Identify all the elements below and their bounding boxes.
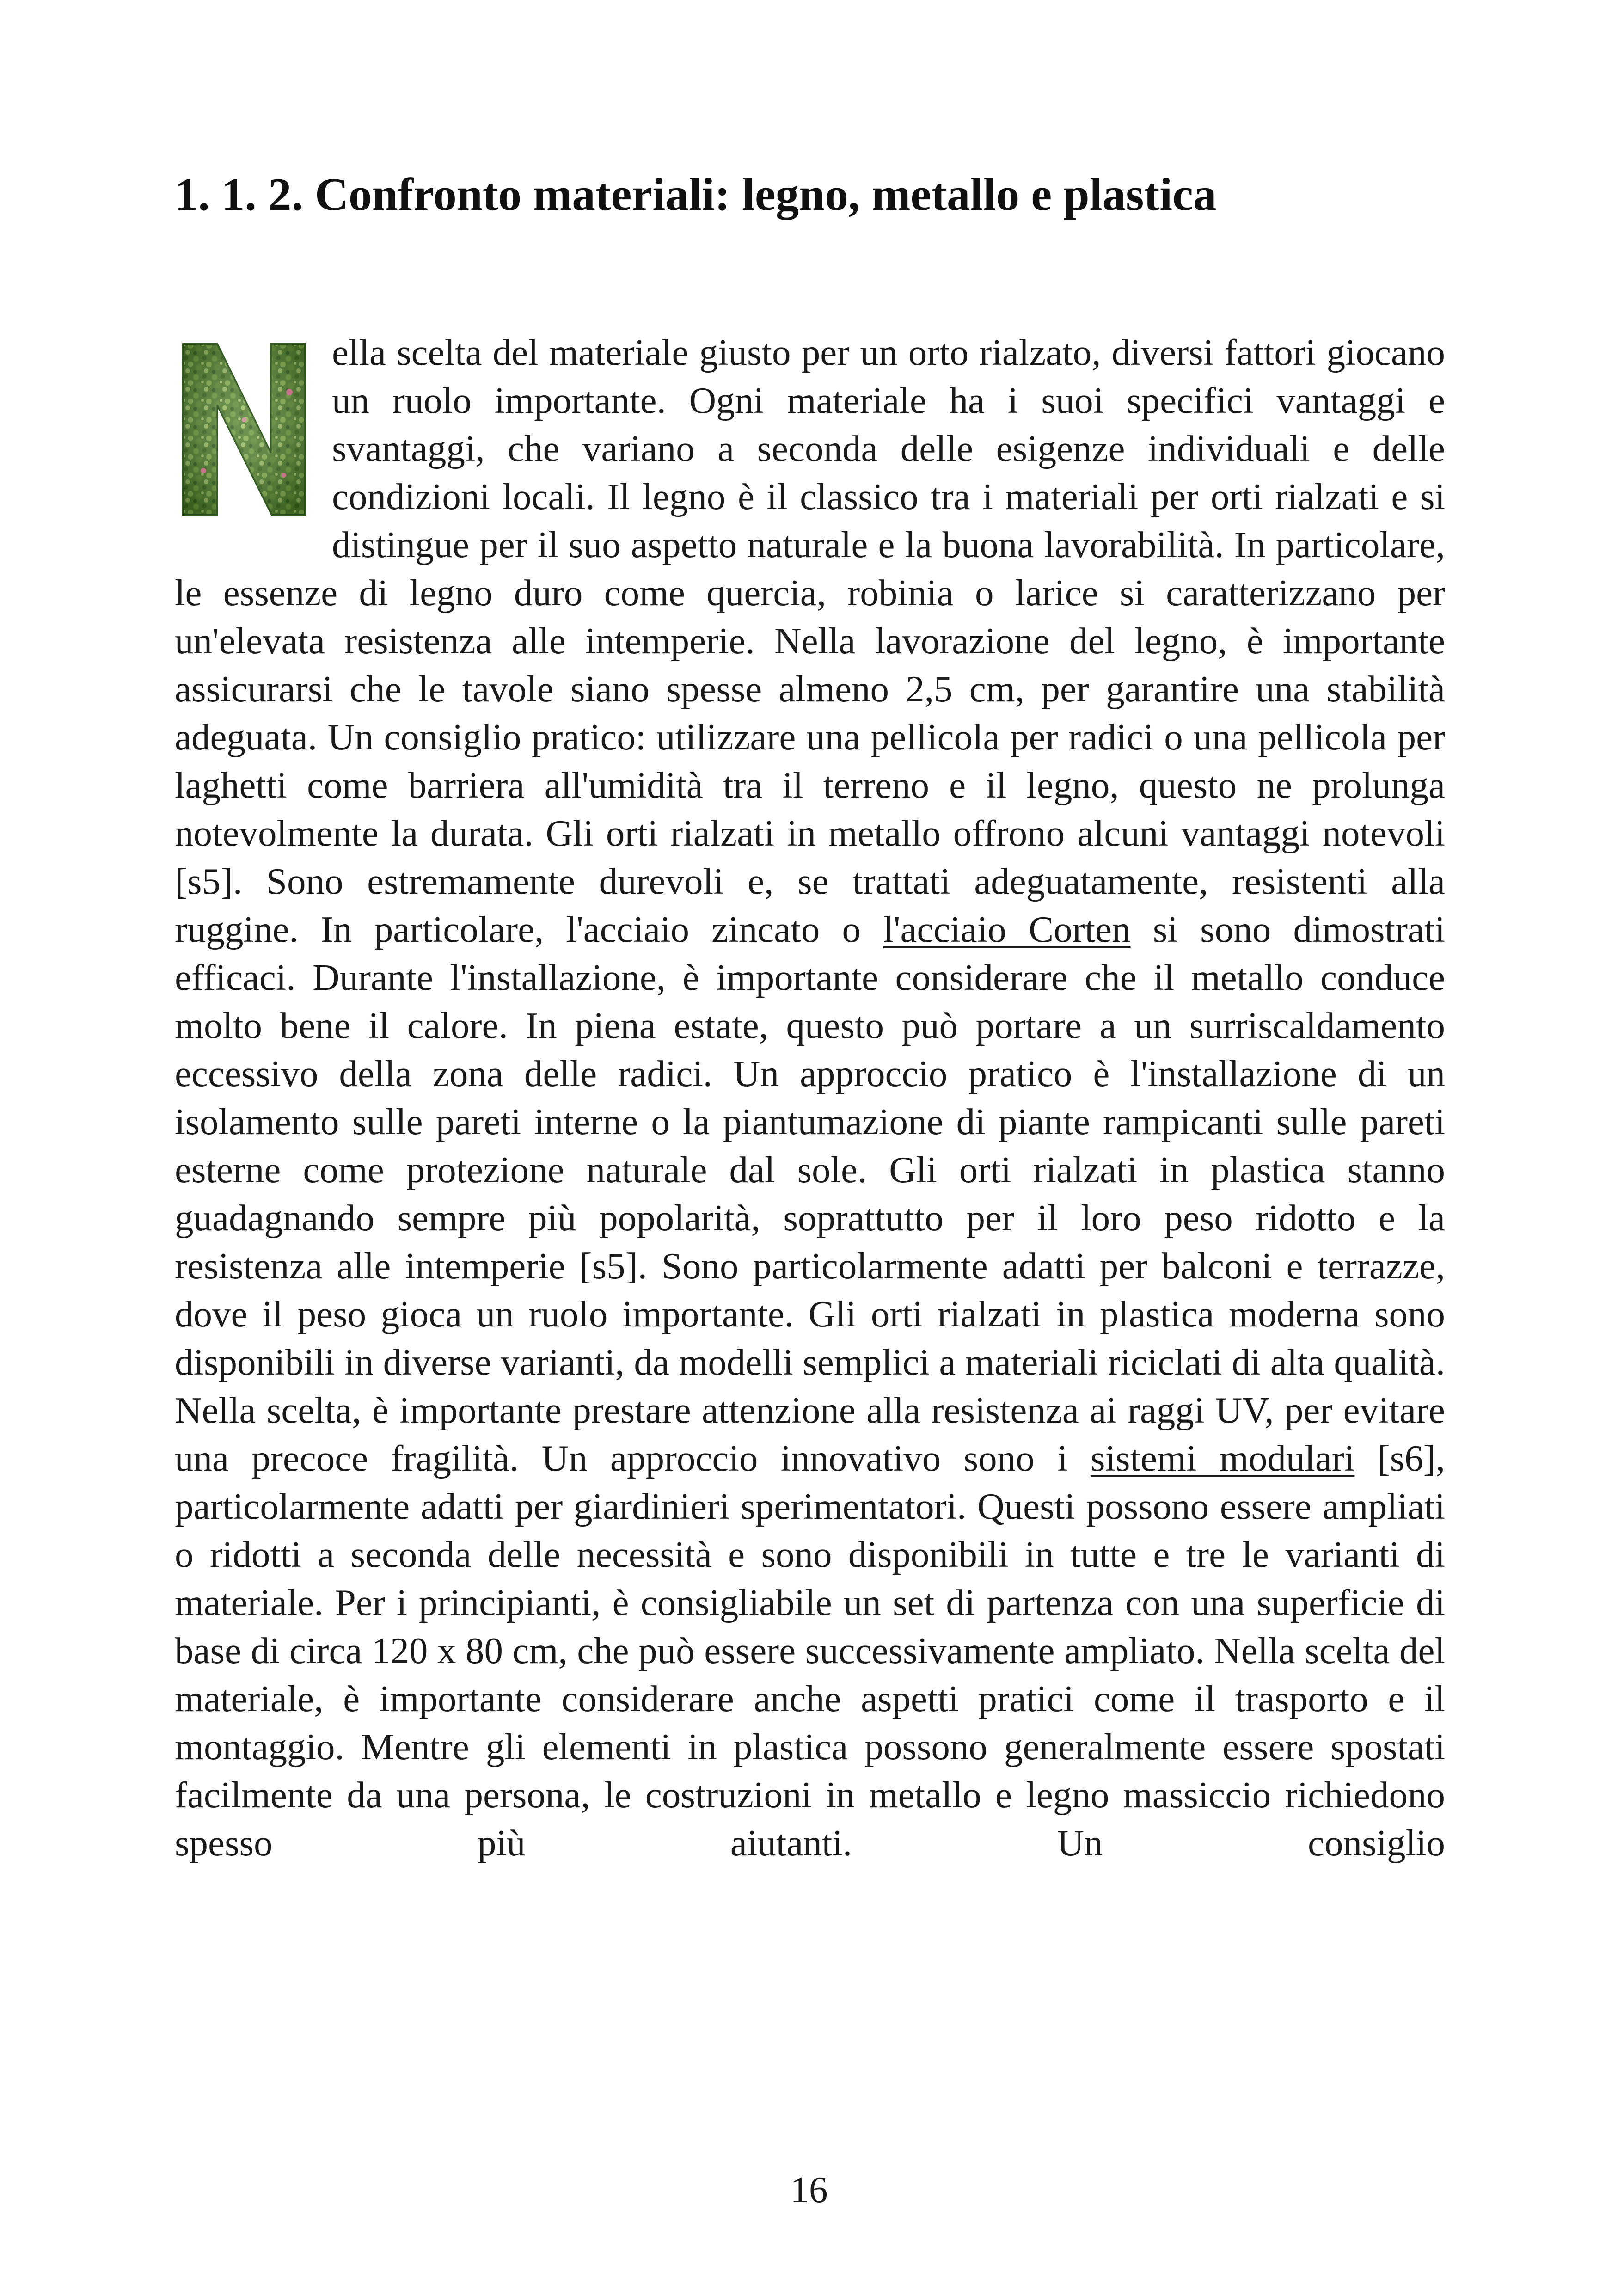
section-heading: 1. 1. 2. Confronto materiali: legno, metallo e plastica [175, 168, 1217, 220]
body-text-part3: [s6], particolarmente adatti per giardinieri sperimentatori. Questi possono essere ampliati o ridotti a seconda delle necessità e sono disponibili in tutte e tre le varianti di materiale. Per i principianti, è consigliabile un set di partenza con una superficie di base di circa 120 x 80 cm, che può essere successivamente ampliato. Nella scelta del materiale, è importante considerare anche aspetti pratici come il trasporto e il montaggio. Mentre gli elementi in plastica possono generalmente essere spostati facilmente da una persona, le costruzioni in metallo e legno massiccio richiedono spesso più aiutanti. Un consiglio [175, 1437, 1445, 1864]
link-text[interactable]: l'acciaio Corten [883, 909, 1131, 950]
body-block [175, 328, 1445, 1867]
body-text-part1: ella scelta del materiale giusto per un orto rialzato, diversi fattori giocano un ruolo importante. Ogni materiale ha i suoi specifici vantaggi e svantaggi, che variano a seconda delle esigenze individuali e delle condizioni locali. Il legno è il classico tra i materiali per orti rialzati e si distingue per il suo aspetto naturale e la buona lavorabilità. In particolare, le essenze di legno duro come quercia, robinia o larice si caratterizzano per un'elevata resistenza alle intemperie. Nella lavorazione del legno, è importante assicurarsi che le tavole siano spesse almeno 2,5 cm, per garantire una stabilità adeguata. Un consiglio pratico: utilizzare una pellicola per radici o una pellicola per laghetti come barriera all'umidità tra il terreno e il legno, questo ne prolunga notevolmente la durata. Gli orti rialzati in metallo offrono alcuni vantaggi notevoli [s5]. Sono estremamente durevoli e, se trattati adeguatamente, resistenti alla ruggine. In particolare, l'acciaio zincato o [175, 332, 1445, 950]
link-text[interactable]: sistemi modulari [1090, 1437, 1355, 1479]
page-number: 16 [790, 2169, 828, 2210]
body-paragraph [175, 328, 1445, 1867]
body-text-part2: si sono dimostrati efficaci. Durante l'installazione, è importante considerare che il metallo conduce molto bene il calore. In piena estate, questo può portare a un surriscaldamento eccessivo della zona delle radici. Un approccio pratico è l'installazione di un isolamento sulle pareti interne o la piantumazione di piante rampicanti sulle pareti esterne come protezione naturale dal sole. Gli orti rialzati in plastica stanno guadagnando sempre più popolarità, soprattutto per il loro peso ridotto e la resistenza alle intemperie [s5]. Sono particolarmente adatti per balconi e terrazze, dove il peso gioca un ruolo importante. Gli orti rialzati in plastica moderna sono disponibili in diverse varianti, da modelli semplici a materiali riciclati di alta qualità. Nella scelta, è importante prestare attenzione alla resistenza ai raggi UV, per evitare una precoce fragilità. Un approccio innovativo sono i [175, 909, 1445, 1479]
grass-letter-n-icon [175, 337, 313, 522]
